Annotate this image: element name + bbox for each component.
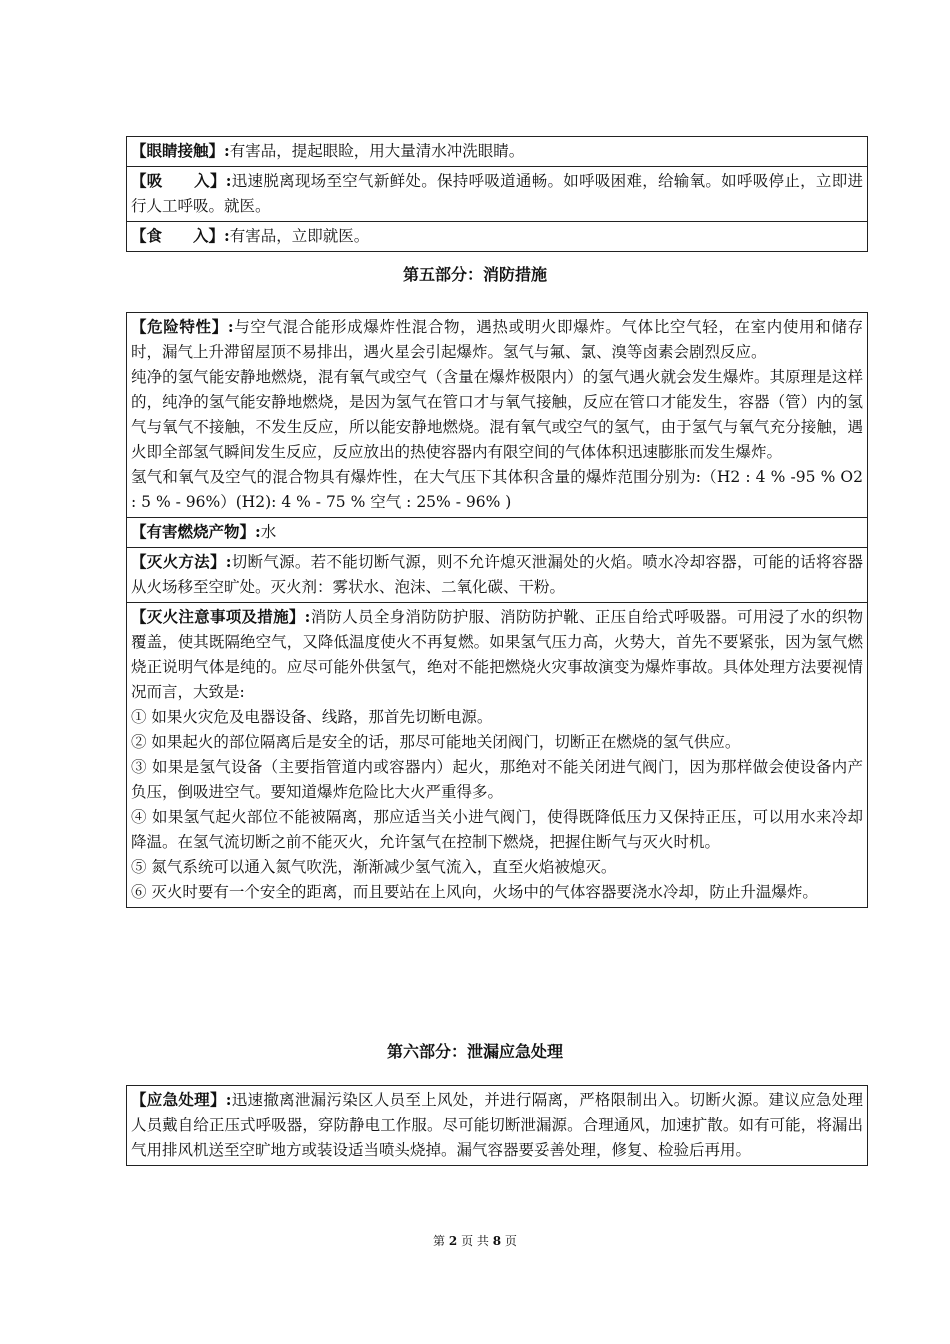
- footer-middle: 页 共: [461, 1234, 489, 1248]
- eye-contact-label: 【眼睛接触】:: [131, 141, 230, 160]
- emergency-row: [127, 1086, 867, 1165]
- section5-title: 第五部分：消防措施: [402, 265, 547, 284]
- hazard-text-1: 与空气混合能形成爆炸性混合物，遇热或明火即爆炸。气体比空气轻，在室内使用和储存时，漏气上升滞留屋顶不易排出，遇火星会引起爆炸。氢气与氟、氯、溴等卤素会剧烈反应。: [131, 318, 863, 361]
- extinguish-method-label: 【灭火方法】:: [131, 552, 232, 571]
- fire-notes-item: ⑤ 氮气系统可以通入氮气吹洗，渐渐减少氢气流入，直至火焰被熄灭。: [131, 858, 617, 876]
- inhalation-text: 迅速脱离现场至空气新鲜处。保持呼吸道通畅。如呼吸困难，给输氧。如呼吸停止，立即进行人工呼吸。就医。: [131, 172, 863, 215]
- emergency-label: 【应急处理】:: [131, 1090, 232, 1109]
- fire-notes-row: [127, 602, 867, 907]
- fire-notes-item: ② 如果起火的部位隔离后是安全的话，那尽可能地关闭阀门，切断正在燃烧的氢气供应。: [131, 733, 741, 751]
- fire-notes-intro: [131, 604, 863, 705]
- extinguish-method-row: [127, 547, 867, 602]
- fire-notes-item: ③ 如果是氢气设备（主要指管道内或容器内）起火，那绝对不能关闭进气阀门，因为那样做会使设备内产负压，倒吸进空气。要知道爆炸危险比大火严重得多。: [131, 758, 863, 801]
- fire-notes-item: ④ 如果氢气起火部位不能被隔离，那应适当关小进气阀门，使得既降低压力又保持正压，可以用水来冷却降温。在氢气流切断之前不能灭火，允许氢气在控制下燃烧，把握住断气与灭火时机。: [131, 808, 863, 851]
- combustion-products-text: 水: [260, 523, 277, 541]
- section6-title: 第六部分：泄漏应急处理: [386, 1042, 563, 1061]
- footer-total-pages: 8: [492, 1234, 502, 1248]
- leak-response-table: [126, 1085, 868, 1166]
- hazard-para-3: 氢气和氧气及空气的混合物具有爆炸性，在大气压下其体积含量的爆炸范围分别为:（H2 : 4 % -95 % O2 : 5 % - 96%）(H2): 4 % - 75 % 空气 : 25% - 96% ): [131, 468, 863, 511]
- fire-notes-item: ① 如果火灾危及电器设备、线路，那首先切断电源。: [131, 708, 493, 726]
- fire-notes-label: 【灭火注意事项及措施】:: [131, 607, 311, 626]
- hazard-label: 【危险特性】:: [131, 317, 234, 336]
- fire-fighting-table: [126, 312, 868, 908]
- ingestion-row: [127, 221, 867, 251]
- footer-page-number: 2: [448, 1234, 458, 1248]
- hazard-row: [127, 313, 867, 517]
- hazard-para-1: [131, 314, 863, 365]
- footer-suffix: 页: [504, 1234, 517, 1248]
- combustion-products-row: [127, 517, 867, 547]
- combustion-products-label: 【有害燃烧产物】:: [131, 522, 261, 541]
- inhalation-row: [127, 166, 867, 221]
- fire-notes-item: ⑥ 灭火时要有一个安全的距离，而且要站在上风向，火场中的气体容器要浇水冷却，防止升温爆炸。: [131, 883, 818, 901]
- emergency-text: 迅速撤离泄漏污染区人员至上风处，并进行隔离，严格限制出入。切断火源。建议应急处理人员戴自给正压式呼吸器，穿防静电工作服。尽可能切断泄漏源。合理通风，加速扩散。如有可能，将漏出气用排风机送至空旷地方或装设适当喷头烧掉。漏气容器要妥善处理，修复、检验后再用。: [131, 1091, 863, 1159]
- first-aid-table: [126, 136, 868, 252]
- hazard-para-2: 纯净的氢气能安静地燃烧，混有氧气或空气（含量在爆炸极限内）的氢气遇火就会发生爆炸。其原理是这样的，纯净的氢气能安静地燃烧，是因为氢气在管口才与氧气接触，反应在管口才能发生，容器（管）内的氢气与氧气不接触，不发生反应，所以能安静地燃烧。混有氧气或空气的氢气，由于氢气与氧气充分接触，遇火即全部氢气瞬间发生反应，反应放出的热使容器内有限空间的气体体积迅速膨胀而发生爆炸。: [131, 368, 863, 461]
- eye-contact-text: 有害品，提起眼睑，用大量清水冲洗眼睛。: [229, 142, 525, 160]
- inhalation-label: 【吸 入】:: [131, 171, 232, 190]
- eye-contact-row: [127, 137, 867, 166]
- ingestion-text: 有害品，立即就医。: [229, 227, 370, 245]
- ingestion-label: 【食 入】:: [131, 226, 230, 245]
- footer-prefix: 第: [433, 1234, 446, 1248]
- extinguish-method-text: 切断气源。若不能切断气源，则不允许熄灭泄漏处的火焰。喷水冷却容器，可能的话将容器从火场移至空旷处。灭火剂：雾状水、泡沫、二氧化碳、干粉。: [131, 553, 863, 596]
- page-footer: [0, 1233, 950, 1249]
- fire-notes-intro-text: 消防人员全身消防防护服、消防防护靴、正压自给式呼吸器。可用浸了水的织物覆盖，使其既隔绝空气，又降低温度使火不再复燃。如果氢气压力高，火势大，首先不要紧张，因为氢气燃烧正说明气体是纯的。应尽可能外供氢气，绝对不能把燃烧火灾事故演变为爆炸事故。具体处理方法要视情况而言，大致是:: [131, 608, 863, 701]
